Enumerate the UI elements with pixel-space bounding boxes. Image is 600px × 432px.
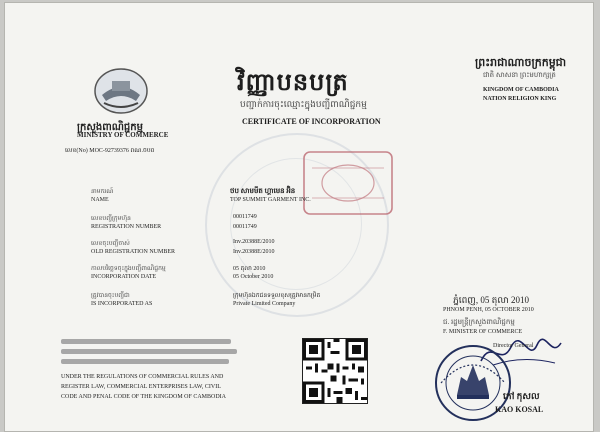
certificate-page xyxy=(4,2,594,432)
minister-title-en: F. MINISTER OF COMMERCE xyxy=(443,329,523,335)
field-label-name-km: នាមករណ៍ xyxy=(91,189,114,195)
kingdom-motto-en: NATION RELIGION KING xyxy=(483,96,557,102)
issue-date-en: PHNOM PENH, 05 OCTOBER 2010 xyxy=(443,307,534,313)
ministry-emblem-icon xyxy=(90,65,152,117)
director-title: Director General xyxy=(493,343,534,349)
legal-text-en-1: UNDER THE REGULATIONS OF COMMERCIAL RULES AND xyxy=(61,374,224,380)
field-label-date: INCORPORATION DATE xyxy=(91,274,157,280)
ministry-name-en: MINISTRY OF COMMERCE xyxy=(77,131,169,139)
registration-number-km: 00011749 xyxy=(233,214,257,220)
field-label-type: IS INCORPORATED AS xyxy=(91,301,153,307)
minister-title-km: ជ. រដ្ឋមន្ត្រីក្រសួងពាណិជ្ជកម្ម xyxy=(443,318,515,326)
legal-text-km xyxy=(61,349,237,354)
field-label-name: NAME xyxy=(91,197,109,203)
legal-text-en-3: CODE AND PENAL CODE OF THE KINGDOM OF CAMBODIA xyxy=(61,394,227,400)
field-label-regno: REGISTRATION NUMBER xyxy=(91,224,162,230)
old-registration-number: Inv.20388E/2010 xyxy=(233,249,275,255)
red-registration-seal xyxy=(290,148,405,218)
field-label-oldreg-km: លេខចុះបញ្ជីចាស់ xyxy=(91,241,130,247)
field-label-regno-km: លេខបញ្ជីក្រុមហ៊ុន xyxy=(91,216,131,222)
company-type: Private Limited Company xyxy=(233,301,296,307)
legal-text-km xyxy=(61,359,229,364)
field-label-oldreg: OLD REGISTRATION NUMBER xyxy=(91,249,175,255)
incorporation-date-km: 05 តុលា 2010 xyxy=(233,266,266,272)
legal-text-en-2: REGISTER LAW, COMMERCIAL ENTERPRISES LAW, CIVIL xyxy=(61,384,221,390)
issue-date-km: ភ្នំពេញ, 05 តុលា 2010 xyxy=(453,295,529,305)
legal-text-km xyxy=(61,339,231,344)
old-registration-number-km: Inv.20388E/2010 xyxy=(233,239,275,245)
certificate-title-km: វិញ្ញាបនបត្រ xyxy=(237,70,349,96)
certificate-title-en: CERTIFICATE OF INCORPORATION xyxy=(242,117,381,126)
field-label-date-km: កាលបរិច្ឆេទចុះក្នុងបញ្ជីពាណិជ្ជកម្ម xyxy=(91,266,166,272)
kingdom-name-en: KINGDOM OF CAMBODIA xyxy=(483,87,559,93)
field-label-type-km: ត្រូវបានចុះបញ្ជីជា xyxy=(91,293,130,299)
kingdom-motto-km: ជាតិ សាសនា ព្រះមហាក្សត្រ xyxy=(483,71,556,79)
kingdom-name-km: ព្រះរាជាណាចក្រកម្ពុជា xyxy=(475,57,567,69)
ministry-name-km: ក្រសួងពាណិជ្ជកម្ម xyxy=(77,122,143,133)
company-type-km: ក្រុមហ៊ុនឯកជនទទួលខុសត្រូវមានកម្រិត xyxy=(233,293,321,299)
incorporation-date: 05 October 2010 xyxy=(233,274,274,280)
registration-number: 00011749 xyxy=(233,224,257,230)
certificate-subtitle-km: បញ្ជាក់ការចុះឈ្មោះក្នុងបញ្ជីពាណិជ្ជកម្ម xyxy=(240,99,367,109)
company-name-en: TOP SUMMIT GARMENT INC. xyxy=(230,197,311,203)
qr-code xyxy=(302,338,368,404)
reference-number: លេខ(No) MOC-92739376 ពណ.ចបព xyxy=(65,148,155,154)
signatory-name-km: កៅ កុសល xyxy=(503,391,540,401)
company-name-km: ថប សាមមីត ហ្គាមេន អ៊ិន xyxy=(230,187,296,195)
signatory-name-en: KAO KOSAL xyxy=(495,405,544,414)
